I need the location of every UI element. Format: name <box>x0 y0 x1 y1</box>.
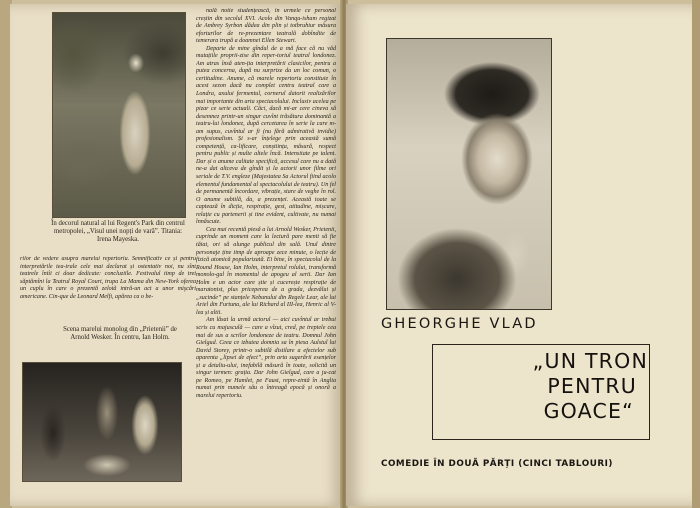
author-name: GHEORGHE VLAD <box>381 316 538 332</box>
play-title-line-3: GOACE“ <box>543 399 634 423</box>
left-lower-text-column: rilor de vedere asupra marelui repertoriu. Semnificativ ce și pentru interpretările tea-trale cele mai declarat și ostentativ noi, nu sînt teatrele întîi ci doar dedicate: concluziile. Festivalul timp de trei săptămîni la Teatrul Royal Court, trupa La Mama din New-York oferea un cuplu în care o prezentă zelotă intră-un act a unor mişcări americane. Cin-que de Leonard Melfi, apărea ca o be- <box>20 256 196 300</box>
stage-scene-photo <box>22 362 182 482</box>
article-paragraph: Cea mai recentă piesă a lui Arnold Wesker, Prietenii, cuprinde un moment care la lectură pare menit să fie tăiat, ori să alunge publicul din sală. Unul dintre personaje ține timp de aproape zece minute, o lecție de fizică atomică popularizată. Ei bine, în spectacolul de la Round House, Ian Holm, interpretul rolului, transformă monolo-gul în momentul de apogeu al serii. Dar Ian Holm e un actor care știe și cucerește respirație de maratonist, plus priceperea de a grada, dezvălui și „sucinde” pe stanțele Nebunului din Regele Lear, ale lui Ariel din Furtuna, ale lui Richard al III-lea, Henric al V-lea și altii. <box>196 226 336 316</box>
garden-theatre-photo <box>52 12 186 218</box>
left-article-column <box>196 8 336 496</box>
article-paragraph: Am lăsat la urmă actorul — aici cuvîntul ar trebui scris cu majusculă — care a vîzut, cred, pe treptele cea mai de sus a scrilor londoneze de teatru. Domnul John Gielgud. Ceea ce izbutea domnia sa în piesa Aulstul lui David Storey, printr-o subtilă distilare a efectelor sub aparenta „lipsei de efect”, prin arta sugerării esențelor și a detaliu-ului, inefabilă măsură în toate, solicită un singur termen: grația. Dar John Gielgud, care a ju-cat pe Romeo, pe Hamlet, pe Faust, repre-zintă în Anglia numai prin numele său o întreagă epocă și onoră a marelui repertoriu. <box>196 317 336 399</box>
play-subtitle: COMEDIE ÎN DOUĂ PĂRȚI (CINCI TABLOURI) <box>381 459 613 469</box>
article-paragraph: nală notie studențească, în urmele ce personal creștin din secolul XVI. Acolo din Vanqu-isham regizat de Ambrey Syrbon dădea din plin și totbruhiur măsura eforturilor de re-prezentare teatrală dobîndite de temerara trupă a doamnei Ellen Stewart. <box>196 8 336 45</box>
play-title-line-2: PENTRU <box>547 374 637 398</box>
author-portrait-photo <box>386 38 552 310</box>
page-edge-right <box>692 0 700 508</box>
garden-photo-caption: În decorul natural al lui Regent's Park din centrul metropolei, „Visul unei nopți de vară”. Titania: Irena Mayeska. <box>51 220 185 243</box>
stage-photo-caption: Scena marelui monolog din „Prietenii” de Arnold Wesker. În centru, Ian Holm. <box>63 326 177 341</box>
article-paragraph: Departe de mine gîndul de a mă face că nu văd mutațiile proprii-zise din reper-toriul teatral londonez. Am atras însă aten-ția interpretării clasicilor, pentru a putea concerna, după nu surprize da un loc comun, o certitudine. Anume, că marele repertoriu constituie în acest sezon dacă nu complet centru teatral care a Londra, axului fermentul, cornerul datorit realizărilor mai importante din arta spectacolului. Inclusiv acelea pe pizar ce serie actuali. Căci, dacă mi-ar cere cineva să desemnez printr-un singur cuvînt trăsătura dominantă a teatru-lui londonez, după cercetarea în serie la care m-am supus, cuvîntul ar fi (nu fără admirativă invidie) profesionalism. Și s-ar înțelege prin această sumă competență, ca-lificare, conștiința, măsură, respect pentru public și multe altele încă. Intensitate pe talent. Dar și o anume calitate specifică, accesul care nu a dată ne-a dat altceva de gîndit și la actorii unor filme ori seriale de T.V. engleze (Majestatea Sa Actorul fiind acolo elementul fundamental al spectacolului de teatru). Un fel de permanentă încordare, vibrație, stare de veghe în rol. O anume subtilă, da, a prezenței. Această toate se captează în dicție, respirație, gest, atitudine, mișcare, relație cu partenerii și tine evident, cultivate, nu numai înnăscute. <box>196 45 336 226</box>
play-title-line-1: „UN TRON <box>532 349 648 373</box>
